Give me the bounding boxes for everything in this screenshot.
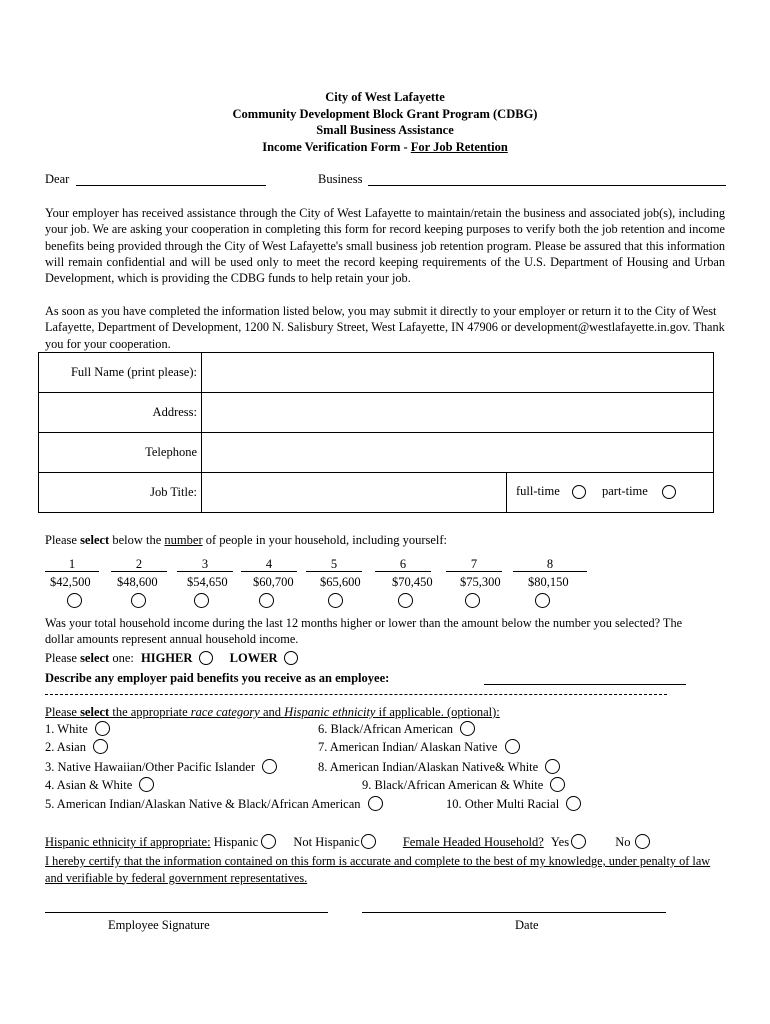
household-size-7: 7 [446,558,502,572]
female-headed-no-radio[interactable] [635,834,650,849]
address-field[interactable] [202,393,714,433]
not-hispanic-label: Not Hispanic [293,835,360,849]
household-income-limit-3: $54,650 [187,575,228,589]
race-option-2 [45,739,108,755]
household-size-3-radio[interactable] [194,593,209,608]
race-option-1 [45,721,110,737]
income-question: Was your total household income during the last 12 months higher or lower than the amount below the number you selected? The dollar amounts represent annual household income. [45,616,683,647]
job-title-row [202,473,714,513]
submit-paragraph: As soon as you have completed the information listed below, you may submit it directly to your employer or return it to the City of West Lafayette, Department of Development, 1200 N. Salisbury Street, West Lafayette, IN 47906 or development@westlafayette.in.gov. Thank you for your cooperation. [45,304,725,351]
race-option-4-radio[interactable] [139,777,154,792]
date-line[interactable] [362,912,666,913]
race-option-4-label: 4. Asian & White [45,778,133,792]
full-time-label: full-time [516,484,560,498]
full-name-field[interactable] [202,353,714,393]
household-income-limit-4: $60,700 [253,575,294,589]
address-label: Address: [39,393,202,433]
race-option-3-label: 3. Native Hawaiian/Other Pacific Islander [45,760,255,774]
full-time-radio[interactable] [572,485,586,499]
lower-label: LOWER [229,651,278,665]
lower-radio[interactable] [284,651,298,665]
race-option-10-radio[interactable] [566,796,581,811]
income-select-row [45,651,298,666]
race-option-6-radio[interactable] [460,721,475,736]
part-time-radio[interactable] [662,485,676,499]
household-income-limit-7: $75,300 [460,575,501,589]
dear-field[interactable] [76,185,266,186]
race-option-9 [362,777,565,793]
ethnicity-row [45,834,650,850]
race-option-5 [45,796,383,812]
benefits-label: Describe any employer paid benefits you receive as an employee: [45,671,390,685]
household-size-1: 1 [45,558,99,572]
female-headed-no-label: No [615,835,631,849]
race-prompt-part4: if applicable. (optional): [375,705,500,719]
household-size-1-radio[interactable] [67,593,82,608]
household-size-8: 8 [513,558,587,572]
job-title-divider [506,472,507,513]
household-size-6-radio[interactable] [398,593,413,608]
not-hispanic-radio[interactable] [361,834,376,849]
household-size-5-radio[interactable] [328,593,343,608]
race-option-5-radio[interactable] [368,796,383,811]
header-program: Community Development Block Grant Program (CDBG) [232,107,538,121]
race-prompt-part2: the appropriate [109,705,191,719]
race-option-8 [318,759,560,775]
dear-label: Dear [45,172,70,186]
race-prompt-italic2: Hispanic ethnicity [284,705,376,719]
date-label: Date [515,918,539,932]
employee-info-table [38,352,714,513]
household-size-5: 5 [306,558,362,572]
household-income-limit-8: $80,150 [528,575,569,589]
household-size-4: 4 [241,558,297,572]
race-option-2-label: 2. Asian [45,740,86,754]
race-option-2-radio[interactable] [93,739,108,754]
race-prompt-bold: select [80,705,110,719]
household-size-8-radio[interactable] [535,593,550,608]
household-prompt-bold: select [80,533,110,547]
employee-signature-label: Employee Signature [108,918,210,932]
female-headed-label: Female Headed Household? [402,835,544,849]
section-divider [45,694,667,695]
part-time-label: part-time [602,484,648,498]
race-option-6 [318,721,475,737]
telephone-label: Telephone [39,433,202,473]
household-prompt [45,533,447,548]
certification-text: I hereby certify that the information contained on this form is accurate and complete to the best of my knowledge, under penalty of law and verifiable by federal government representatives. [45,854,711,885]
job-title-field[interactable] [202,473,505,512]
race-option-7-label: 7. American Indian/ Alaskan Native [318,740,498,754]
income-select-prefix: Please [45,651,81,665]
race-option-5-label: 5. American Indian/Alaskan Native & Black/African American [45,797,361,811]
race-option-8-label: 8. American Indian/Alaskan Native& White [318,760,539,774]
household-size-2: 2 [111,558,167,572]
female-headed-yes-radio[interactable] [571,834,586,849]
household-prompt-part2: below the [109,533,165,547]
household-income-limit-1: $42,500 [50,575,91,589]
race-option-3-radio[interactable] [262,759,277,774]
household-size-3: 3 [177,558,233,572]
race-option-7 [318,739,520,755]
race-prompt [45,705,500,720]
household-size-7-radio[interactable] [465,593,480,608]
race-option-9-label: 9. Black/African American & White [362,778,544,792]
race-option-1-radio[interactable] [95,721,110,736]
benefits-field[interactable] [484,684,686,685]
intro-paragraph: Your employer has received assistance through the City of West Lafayette to maintain/retain the business and associated job(s), including your job. We are asking your cooperation in completing this form for record keeping purposes to verify both the job retention and income benefits being provided through the City of West Lafayette's small business job retention program. Please be assured that this information will remain confidential and will be used only to meet the record keeping requirements of the U.S. Department of Housing and Urban Development, which is providing the CDBG funds to help retain your job. [45,206,725,286]
ethnicity-label: Hispanic ethnicity if appropriate: [45,835,211,849]
income-select-bold: select [80,651,110,665]
household-size-4-radio[interactable] [259,593,274,608]
race-prompt-part3: and [259,705,285,719]
household-income-limit-6: $70,450 [392,575,433,589]
job-title-label: Job Title: [39,473,202,513]
household-prompt-underlined: number [164,533,203,547]
header-assistance: Small Business Assistance [316,123,454,137]
employee-signature-line[interactable] [45,912,328,913]
higher-radio[interactable] [199,651,213,665]
race-option-1-label: 1. White [45,722,88,736]
race-option-10-label: 10. Other Multi Racial [446,797,560,811]
higher-label: HIGHER [141,651,193,665]
form-title-underlined: For Job Retention [410,140,508,154]
household-income-limit-2: $48,600 [117,575,158,589]
household-prompt-part1: Please [45,533,81,547]
race-option-10 [446,796,581,812]
household-size-6: 6 [375,558,431,572]
household-income-limit-5: $65,600 [320,575,361,589]
income-select-suffix: one: [109,651,134,665]
hispanic-radio[interactable] [261,834,276,849]
header-form-title [0,140,770,155]
race-prompt-part1: Please [45,705,81,719]
business-label: Business [318,172,363,186]
telephone-field[interactable] [202,433,714,473]
business-field[interactable] [368,185,726,186]
household-prompt-part3: of people in your household, including yourself: [202,533,448,547]
race-option-6-label: 6. Black/African American [318,722,454,736]
race-option-8-radio[interactable] [545,759,560,774]
form-title-prefix: Income Verification Form - [262,140,411,154]
race-option-3 [45,759,277,775]
full-name-label: Full Name (print please): [39,353,202,393]
hispanic-label: Hispanic [213,835,259,849]
race-option-9-radio[interactable] [550,777,565,792]
race-prompt-italic1: race category [190,705,260,719]
household-size-2-radio[interactable] [131,593,146,608]
female-headed-yes-label: Yes [550,835,570,849]
race-option-7-radio[interactable] [505,739,520,754]
header-city: City of West Lafayette [325,90,445,104]
race-option-4 [45,777,154,793]
